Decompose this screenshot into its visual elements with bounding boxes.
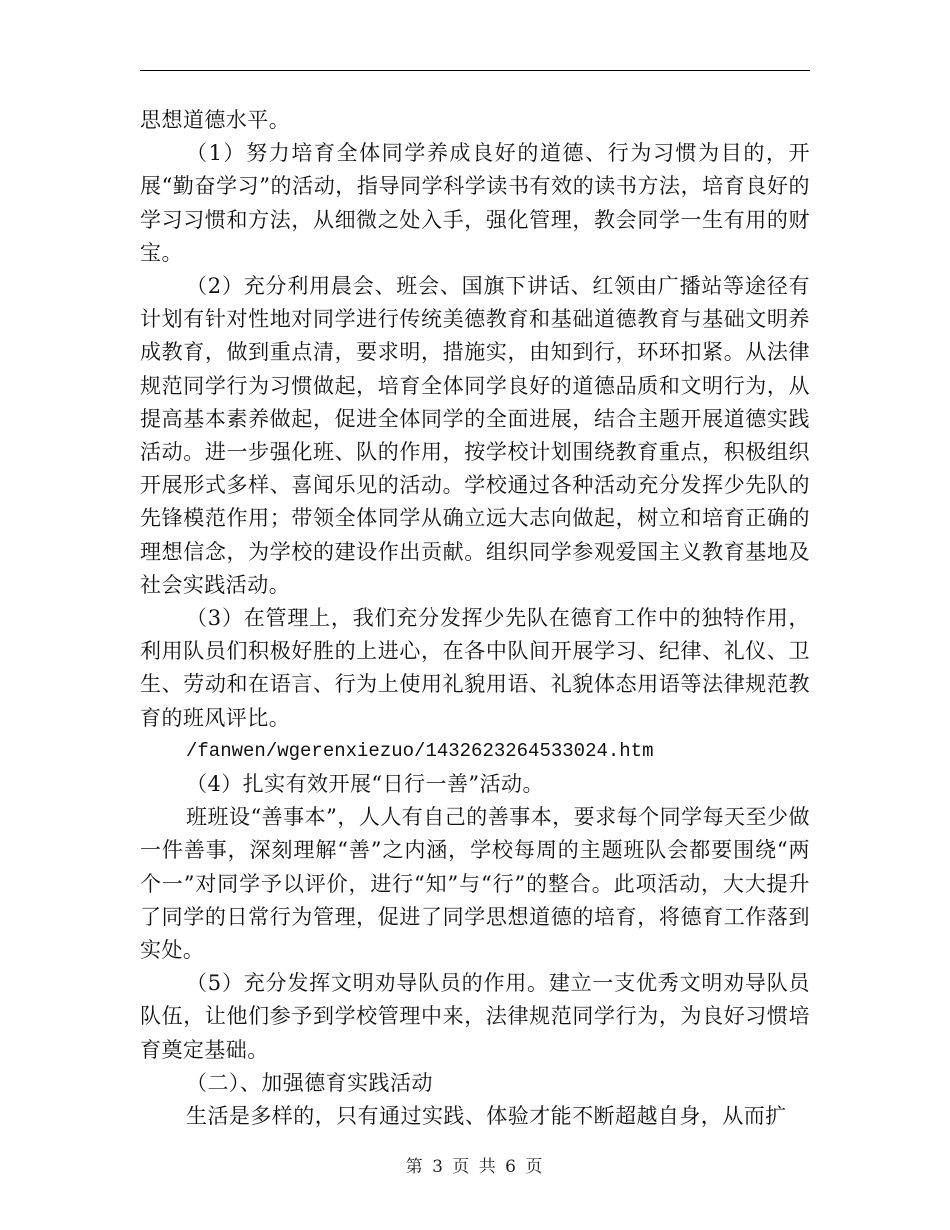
document-body	[140, 104, 810, 1133]
paragraph-practice-intro: 生活是多样的，只有通过实践、体验才能不断超越自身，从而扩	[186, 1104, 787, 1129]
paragraph-item-1: （1）努力培育全体同学养成良好的道德、行为习惯为目的，开展“勤奋学习”的活动，指导同学科学读书有效的读书方法，培育良好的学习习惯和方法，从细微之处入手，强化管理，教会同学一生有用的财宝。	[140, 141, 810, 265]
paragraph-item-3: （3）在管理上，我们充分发挥少先队在德育工作中的独特作用，利用队员们积极好胜的上进心，在各中队间开展学习、纪律、礼仪、卫生、劳动和在语言、行为上使用礼貌用语、礼貌体态用语等法律规范教育的班风评比。	[140, 606, 810, 730]
paragraph-good-deeds: 班班设“善事本”，人人有自己的善事本，要求每个同学每天至少做一件善事，深刻理解“善”之内涵，学校每周的主题班队会都要围绕“两个一”对同学予以评价，进行“知”与“行”的整合。此项活动，大大提升了同学的日常行为管理，促进了同学思想道德的培育，将德育工作落到实处。	[140, 805, 810, 963]
page-number: 第 3 页 共 6 页	[405, 1157, 545, 1177]
paragraph-item-5: （5）充分发挥文明劝导队员的作用。建立一支优秀文明劝导队员队伍，让他们参予到学校管理中来，法律规范同学行为，为良好习惯培育奠定基础。	[140, 971, 810, 1062]
source-url: /fanwen/wgerenxiezuo/1432623264533024.htm	[186, 739, 654, 762]
paragraph-item-2: （2）充分利用晨会、班会、国旗下讲话、红领由广播站等途径有计划有针对性地对同学进行传统美德教育和基础道德教育与基础文明养成教育，做到重点清，要求明，措施实，由知到行，环环扣紧。从法律规范同学行为习惯做起，培育全体同学良好的道德品质和文明行为，从提高基本素养做起，促进全体同学的全面进展，结合主题开展道德实践活动。进一步强化班、队的作用，按学校计划围绕教育重点，积极组织开展形式多样、喜闻乐见的活动。学校通过各种活动充分发挥少先队的先锋模范作用；带领全体同学从确立远大志向做起，树立和培育正确的理想信念，为学校的建设作出贡献。组织同学参观爱国主义教育基地及社会实践活动。	[140, 274, 810, 597]
paragraph-continuation: 思想道德水平。	[140, 108, 291, 132]
section-heading-practice: （二）、加强德育实践活动	[186, 1070, 433, 1095]
header-rule	[140, 70, 810, 71]
paragraph-item-4-heading: （4）扎实有效开展“日行一善”活动。	[186, 772, 544, 797]
